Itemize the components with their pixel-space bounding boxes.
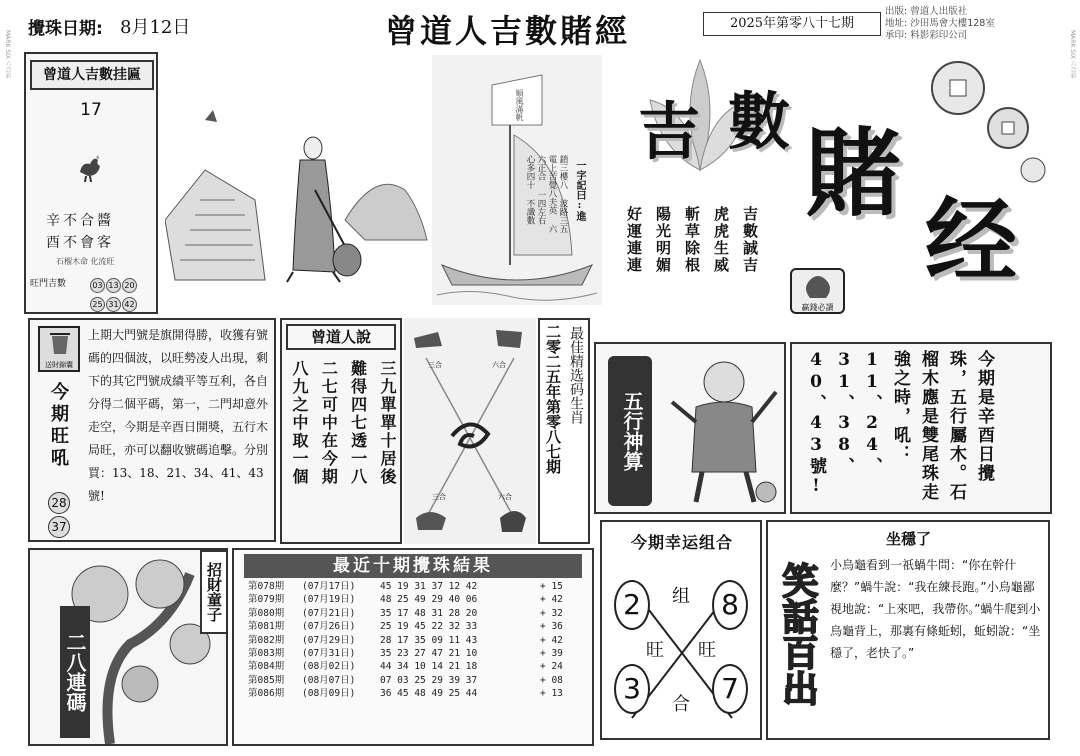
verse-line-1: 辛不合醬	[46, 213, 114, 229]
history-title: 最近十期攪珠結果	[244, 554, 582, 578]
fortune-boy-title: 招財童子	[200, 550, 228, 634]
history-table	[248, 580, 588, 701]
zodiac-diagram	[404, 318, 536, 544]
lucky-row-1	[90, 273, 138, 293]
poem-col: 虎虎生威	[712, 206, 730, 274]
boat-verse: 一字記曰:進	[574, 160, 585, 221]
history-row: 第081期 (07月26日) 25 19 45 22 32 33 + 36	[248, 621, 563, 633]
zodiac-label: 三合	[432, 493, 446, 501]
zodiac-panel	[404, 318, 536, 544]
history-row: 第082期 (07月29日) 28 17 35 09 11 43 + 42	[248, 634, 563, 646]
hot-text: 上期大門號是旗開得勝，收獲有號碼的四個波，以旺勢凌人出現，剩下的其它門號成績平等互利，各自分得二個平碼，第一，二門却意外走空，今期是辛酉日開獎，五行木局旺，亦可以翻收號碼追擊。分別買：13、18、21、34、41、43號!	[88, 328, 269, 503]
hot-title: 今期旺吼	[51, 382, 69, 469]
combo-cross-top: 组	[672, 586, 690, 607]
fortune-boy-panel	[28, 548, 228, 746]
poem-col: 斬草除根	[683, 206, 701, 274]
five-elements-text: 今期是辛酉日攪珠，五行屬木。石榴木應是雙尾珠走強之時，吼：11、24、31、38、40、43號!	[806, 350, 994, 502]
says-col: 二七可中在今期	[319, 360, 339, 486]
history-row: 第084期 (08月02日) 44 34 10 14 21 18 + 24	[248, 661, 563, 673]
joke-title: 坐穩了	[886, 530, 932, 548]
history-row: 第080期 (07月21日) 35 17 48 31 28 20 + 32	[248, 607, 563, 619]
combo-cross-bottom: 合	[672, 694, 690, 715]
combo-panel	[600, 520, 762, 740]
pair-numbers-badge: 二八連碼	[60, 606, 90, 738]
five-elements-image-panel	[594, 342, 786, 514]
page-title: 曾道人吉數賭經	[385, 12, 631, 50]
zodiac-label: 三合	[428, 361, 442, 369]
hot-badge	[38, 326, 80, 372]
zodiac-label: 六合	[492, 361, 506, 369]
right-border-pattern: MARK SIX 六合彩	[1069, 30, 1076, 79]
verse-note: 石榴木命 化流旺	[56, 257, 115, 266]
draw-date-value: 8月12日	[120, 17, 191, 38]
combo-ball: 8	[712, 580, 748, 630]
combo-ball: 2	[614, 580, 650, 630]
history-row: 第086期 (08月09日) 36 45 48 49 25 44 + 13	[248, 688, 563, 700]
lucky-label: 旺門吉數	[30, 279, 67, 289]
boat-panel	[432, 55, 602, 305]
combo-cross-left: 旺	[646, 640, 664, 661]
history-row: 第078期 (07月17日) 45 19 31 37 12 42 + 15	[248, 581, 563, 592]
pouch-icon	[46, 330, 74, 356]
says-col: 八九之中取一個	[290, 360, 309, 486]
combo-ball: 7	[712, 664, 748, 714]
says-panel	[280, 318, 402, 544]
hot-badge-label: 送財錦囊	[45, 361, 73, 369]
fortune-child-illustration	[666, 352, 784, 512]
lucky-ball: 31	[106, 297, 121, 312]
draw-date-label: 攪珠日期:	[28, 19, 103, 39]
boat-flag-text: 順風滿帆	[515, 89, 524, 121]
combo-cross-right: 旺	[698, 640, 716, 661]
joke-side-title: 笑話百出	[777, 562, 819, 706]
logo-char-ji: 吉	[638, 95, 701, 168]
hot-numbers-panel	[28, 318, 276, 542]
joke-text: 小烏龜看到一祇蝸牛問：“你在幹什麼？”蝸牛說：“我在練長跑。”小烏龜鄙視地說：“上來吧，我帶你。”蝸牛爬到小烏龜背上，那裏有條蚯蚓，蚯蚓說：“坐穩了，老快了。”	[830, 558, 1041, 660]
boat-sail-text: 鎖三樓八 波路三五 電上苦覺八夫英 六六正合 一四左右 心多四十 不識數	[525, 155, 568, 233]
joke-panel	[766, 520, 1050, 740]
zodiac-side-sub: 最佳精选码生肖	[568, 326, 584, 424]
logo-char-shu: 數	[728, 85, 791, 158]
publisher-line: 出版: 曾道人出版社	[885, 6, 968, 17]
lucky-ball: 13	[106, 278, 121, 293]
zodiac-side-panel	[538, 318, 590, 544]
lucky-ball: 42	[122, 297, 137, 312]
lucky-ball: 03	[90, 278, 105, 293]
scholar-illustration	[165, 110, 430, 300]
money-badge	[790, 268, 845, 314]
history-row: 第079期 (07月19日) 48 25 49 29 40 06 + 42	[248, 594, 563, 606]
address-line: 地址: 沙田馬會大樓128室	[885, 18, 995, 29]
says-col: 難得四七透一八	[348, 360, 368, 486]
hot-ball: 28	[48, 492, 70, 514]
lucky-ball: 20	[122, 278, 137, 293]
five-elements-title: 五行神算	[608, 356, 652, 506]
coins-icon	[918, 58, 1048, 188]
history-row: 第083期 (07月31日) 35 23 27 47 21 10 + 39	[248, 647, 563, 659]
hot-ball: 37	[48, 516, 70, 538]
plaque-number: 17	[80, 100, 102, 120]
left-border-pattern: MARK SIX 六合彩	[4, 30, 11, 79]
issue-number: 2025年第零八十七期	[703, 12, 881, 36]
five-elements-text-panel	[790, 342, 1052, 514]
lucky-ball: 25	[90, 297, 105, 312]
poem-block	[612, 206, 762, 330]
history-row: 第085期 (08月07日) 07 03 25 29 39 37 + 08	[248, 674, 563, 686]
combo-title: 今期幸运组合	[630, 533, 733, 552]
zodiac-side-title: 二零二五年第零八七期	[544, 324, 562, 474]
money-badge-label: 贏錢必讀	[801, 303, 834, 312]
header	[0, 0, 1080, 50]
rooster-icon	[74, 152, 106, 184]
plaque-panel	[24, 52, 158, 314]
says-col: 三九單單十居後	[377, 360, 397, 486]
poem-col: 好運連連	[625, 206, 643, 274]
says-columns	[288, 360, 398, 540]
money-bag-icon	[800, 272, 836, 300]
lucky-row-2	[90, 292, 138, 312]
says-title: 曾道人說	[286, 324, 396, 350]
zodiac-label: 六合	[498, 493, 512, 501]
plaque-title: 曾道人吉數挂匾	[30, 60, 154, 90]
logo-char-jing: 经	[925, 187, 1018, 295]
verse-line-2: 酉不會客	[46, 235, 114, 251]
poem-col: 陽光明媚	[654, 206, 672, 274]
printer-line: 承印: 料影彩印公司	[885, 30, 968, 41]
poem-col: 吉數誠吉	[741, 206, 759, 274]
logo-char-du: 賭	[805, 117, 901, 230]
history-panel	[232, 548, 594, 746]
combo-ball: 3	[614, 664, 650, 714]
